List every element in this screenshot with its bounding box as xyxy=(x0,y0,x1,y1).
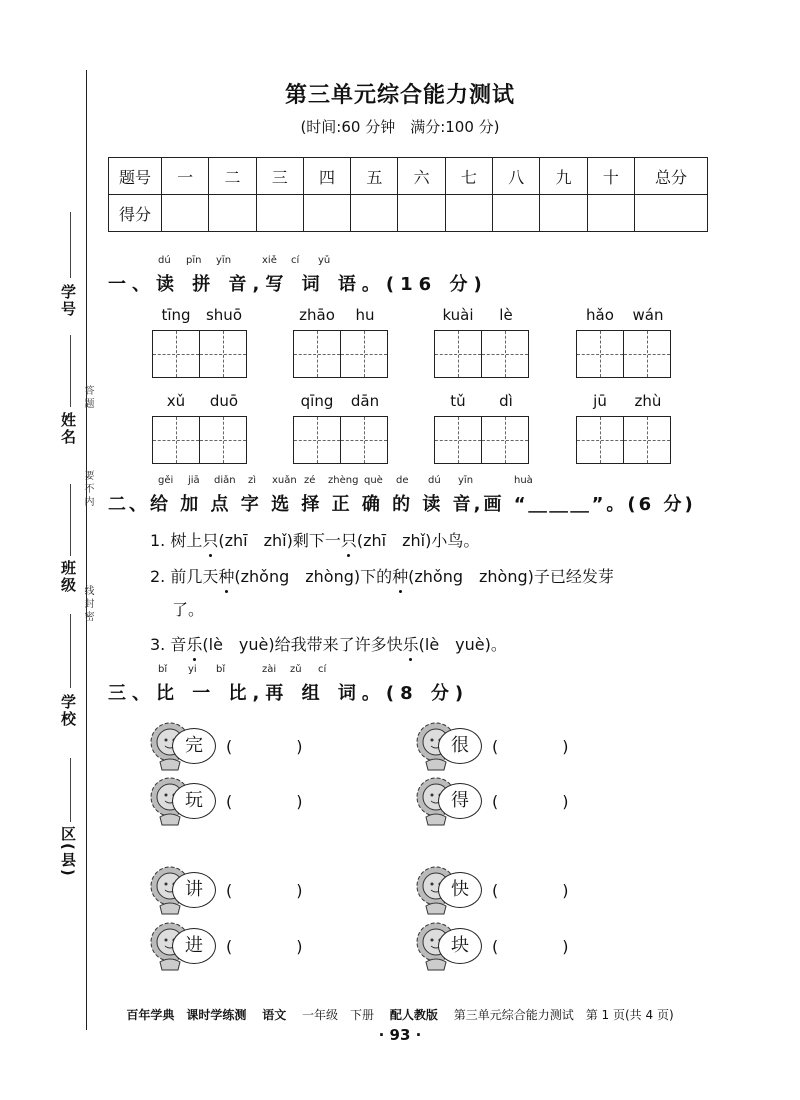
pinyin-bi: bǐ xyxy=(158,664,168,675)
header-cell-3: 三 xyxy=(256,158,303,195)
footer-subject: 语文 xyxy=(262,1008,287,1022)
footer-info: 第三单元综合能力测试 第 1 页(共 4 页) xyxy=(453,1008,674,1022)
pinyin-ting: tīng xyxy=(161,306,191,324)
no-answer-warning-bottom: 线 封 密 xyxy=(82,585,93,622)
pinyin-ze: zé xyxy=(304,475,316,486)
pinyin-le: lè xyxy=(499,306,513,324)
write-cell[interactable] xyxy=(623,330,671,378)
score-cell-9[interactable] xyxy=(540,195,587,232)
section2-title: 二、给 加 点 字 选 择 正 确 的 读 音,画 “＿＿＿”。(6 分) xyxy=(108,494,696,515)
answer-blank[interactable]: ( ) xyxy=(226,937,303,956)
answer-blank[interactable]: ( ) xyxy=(226,881,303,900)
pinyin-bi2: bǐ xyxy=(216,664,226,675)
score-cell-label: 得分 xyxy=(109,195,162,232)
char-bubble: 玩 xyxy=(172,783,216,819)
header-cell-5: 五 xyxy=(351,158,398,195)
pinyin-hu: hu xyxy=(355,306,375,324)
char-bubble: 进 xyxy=(172,928,216,964)
char-bubble: 得 xyxy=(438,783,482,819)
pinyin-du2: dú xyxy=(428,475,441,486)
pinyin-xie: xiě xyxy=(262,255,277,266)
compare-item-kuai2 xyxy=(414,922,614,972)
header-cell-2: 二 xyxy=(209,158,256,195)
score-table xyxy=(108,157,708,232)
pinyin-zheng: zhèng xyxy=(328,475,359,486)
score-cell-8[interactable] xyxy=(493,195,540,232)
binding-line xyxy=(86,70,87,1030)
school-line xyxy=(70,614,71,688)
compare-item-jin xyxy=(148,922,348,972)
answer-blank[interactable]: ( ) xyxy=(226,792,303,811)
header-cell-8: 八 xyxy=(493,158,540,195)
compare-item-jiang xyxy=(148,866,348,916)
pinyin-zhu: zhù xyxy=(634,392,662,410)
score-cell-6[interactable] xyxy=(398,195,445,232)
pinyin-tu: tǔ xyxy=(450,392,466,410)
header-cell-7: 七 xyxy=(445,158,492,195)
score-cell-5[interactable] xyxy=(351,195,398,232)
section3-title-pinyin xyxy=(158,664,358,676)
answer-blank[interactable]: ( ) xyxy=(492,737,569,756)
write-cell[interactable] xyxy=(340,330,388,378)
q3-text-a: 3. 音 xyxy=(150,635,187,654)
page-number: · 93 · xyxy=(378,1026,422,1044)
compare-item-kuai xyxy=(414,866,614,916)
header-cell-9: 九 xyxy=(540,158,587,195)
score-table-header-row xyxy=(109,158,708,195)
score-cell-10[interactable] xyxy=(587,195,634,232)
q1-dotted-char-1: 只 xyxy=(202,528,218,551)
student-no-line xyxy=(70,212,71,278)
pinyin-hua: huà xyxy=(514,475,533,486)
pinyin-di: dì xyxy=(499,392,513,410)
answer-blank[interactable]: ( ) xyxy=(226,737,303,756)
write-cell[interactable] xyxy=(199,416,247,464)
footer-grade: 一年级 下册 xyxy=(302,1008,375,1022)
school-label: 学校 xyxy=(59,694,77,728)
pinyin-yin2: yīn xyxy=(458,475,474,486)
no-answer-warning-top: 答 题 xyxy=(82,385,93,409)
header-cell-4: 四 xyxy=(303,158,350,195)
pinyin-xu: xǔ xyxy=(166,392,186,410)
q2-text-e[interactable]: (zhǒng zhòng)子已经发芽 xyxy=(408,567,614,586)
page-title: 第三单元综合能力测试 xyxy=(284,83,515,108)
score-table-score-row xyxy=(109,195,708,232)
student-no-label: 学号 xyxy=(59,284,77,318)
char-bubble: 块 xyxy=(438,928,482,964)
score-cell-1[interactable] xyxy=(162,195,209,232)
pinyin-zi: zì xyxy=(248,475,257,486)
write-cell[interactable] xyxy=(434,416,482,464)
pinyin-ci: cí xyxy=(291,255,300,266)
header-cell-10: 十 xyxy=(587,158,634,195)
score-cell-2[interactable] xyxy=(209,195,256,232)
write-cell[interactable] xyxy=(576,330,624,378)
compare-item-wan2 xyxy=(148,777,348,827)
q2-dotted-char-1: 种 xyxy=(218,564,234,587)
section1-title: 一、读 拼 音,写 词 语。(16 分) xyxy=(108,274,488,295)
q2-dotted-char-2: 种 xyxy=(392,564,408,587)
question-2-1 xyxy=(150,528,479,551)
district-line xyxy=(70,758,71,822)
pinyin-kuai: kuài xyxy=(442,306,474,324)
header-cell-1: 一 xyxy=(162,158,209,195)
q1-text-e[interactable]: (zhī zhǐ)小鸟。 xyxy=(356,531,480,550)
name-label: 姓名 xyxy=(59,412,77,446)
compare-item-hen xyxy=(414,722,614,772)
write-cell[interactable] xyxy=(434,330,482,378)
char-bubble: 完 xyxy=(172,728,216,764)
char-bubble: 快 xyxy=(438,872,482,908)
pinyin-qing: qīng xyxy=(300,392,334,410)
q1-dotted-char-2: 只 xyxy=(341,528,357,551)
char-bubble: 很 xyxy=(438,728,482,764)
district-label: 区(县) xyxy=(59,826,77,878)
answer-blank[interactable]: ( ) xyxy=(492,937,569,956)
question-2-3 xyxy=(150,632,507,655)
header-cell-total: 总分 xyxy=(635,158,708,195)
page-subtitle: (时间:60 分钟 满分:100 分) xyxy=(300,118,500,136)
pinyin-que: què xyxy=(364,475,383,486)
write-cell[interactable] xyxy=(199,330,247,378)
answer-blank[interactable]: ( ) xyxy=(492,792,569,811)
pinyin-du: dú xyxy=(158,255,171,266)
pinyin-de: de xyxy=(396,475,409,486)
write-cell[interactable] xyxy=(152,330,200,378)
pinyin-yu: yǔ xyxy=(318,255,331,266)
section1-title-pinyin xyxy=(158,255,358,267)
q3-dotted-char-2: 乐 xyxy=(403,632,419,655)
question-2-2 xyxy=(150,564,614,587)
q1-text-c[interactable]: (zhī zhǐ)剩下一 xyxy=(218,531,341,550)
page-footer xyxy=(0,1006,800,1023)
pinyin-jia: jiā xyxy=(188,475,200,486)
write-cell[interactable] xyxy=(152,416,200,464)
question-2-2-continued: 了。 xyxy=(172,600,205,619)
pinyin-yin: yīn xyxy=(216,255,232,266)
footer-edition: 配人教版 xyxy=(389,1008,438,1022)
score-cell-4[interactable] xyxy=(303,195,350,232)
char-bubble: 讲 xyxy=(172,872,216,908)
pinyin-ci2: cí xyxy=(318,664,327,675)
pinyin-dian: diǎn xyxy=(214,475,236,486)
class-line xyxy=(70,484,71,556)
q1-text-a: 1. 树上 xyxy=(150,531,203,550)
q3-text-e[interactable]: (lè yuè)。 xyxy=(418,635,507,654)
write-cell[interactable] xyxy=(481,416,529,464)
header-cell-label: 题号 xyxy=(109,158,162,195)
write-cell[interactable] xyxy=(623,416,671,464)
pinyin-shuo: shuō xyxy=(205,306,242,324)
pinyin-dan: dān xyxy=(350,392,380,410)
score-cell-3[interactable] xyxy=(256,195,303,232)
header-cell-6: 六 xyxy=(398,158,445,195)
q2-text-c[interactable]: (zhǒng zhòng)下的 xyxy=(234,567,393,586)
compare-item-wan xyxy=(148,722,348,772)
footer-brand: 百年学典 课时学练测 xyxy=(126,1008,247,1022)
score-cell-7[interactable] xyxy=(445,195,492,232)
write-cell[interactable] xyxy=(293,330,341,378)
write-cell[interactable] xyxy=(340,416,388,464)
answer-blank[interactable]: ( ) xyxy=(492,881,569,900)
q2-text-a: 2. 前几天 xyxy=(150,567,219,586)
class-label: 班级 xyxy=(59,560,77,594)
pinyin-wan: wán xyxy=(632,306,664,324)
name-line xyxy=(70,335,71,407)
section2-title-pinyin xyxy=(158,475,558,487)
q3-text-c[interactable]: (lè yuè)给我带来了许多快 xyxy=(202,635,403,654)
pinyin-duo: duō xyxy=(209,392,239,410)
pinyin-zhao: zhāo xyxy=(299,306,335,324)
pinyin-hao: hǎo xyxy=(586,306,614,324)
pinyin-gei: gěi xyxy=(158,475,174,486)
pinyin-ju: jū xyxy=(593,392,607,410)
pinyin-xuan: xuǎn xyxy=(272,475,297,486)
write-cell[interactable] xyxy=(481,330,529,378)
no-answer-warning-mid: 要 不 内 xyxy=(82,470,93,507)
pinyin-yi: yi xyxy=(188,664,197,675)
write-cell[interactable] xyxy=(576,416,624,464)
score-cell-total[interactable] xyxy=(635,195,708,232)
q3-dotted-char-1: 乐 xyxy=(186,632,202,655)
pinyin-pin: pīn xyxy=(186,255,202,266)
pinyin-zu: zǔ xyxy=(290,664,302,675)
section3-title: 三、比 一 比,再 组 词。(8 分) xyxy=(108,683,470,704)
pinyin-zai: zài xyxy=(262,664,277,675)
compare-item-de xyxy=(414,777,614,827)
write-cell[interactable] xyxy=(293,416,341,464)
